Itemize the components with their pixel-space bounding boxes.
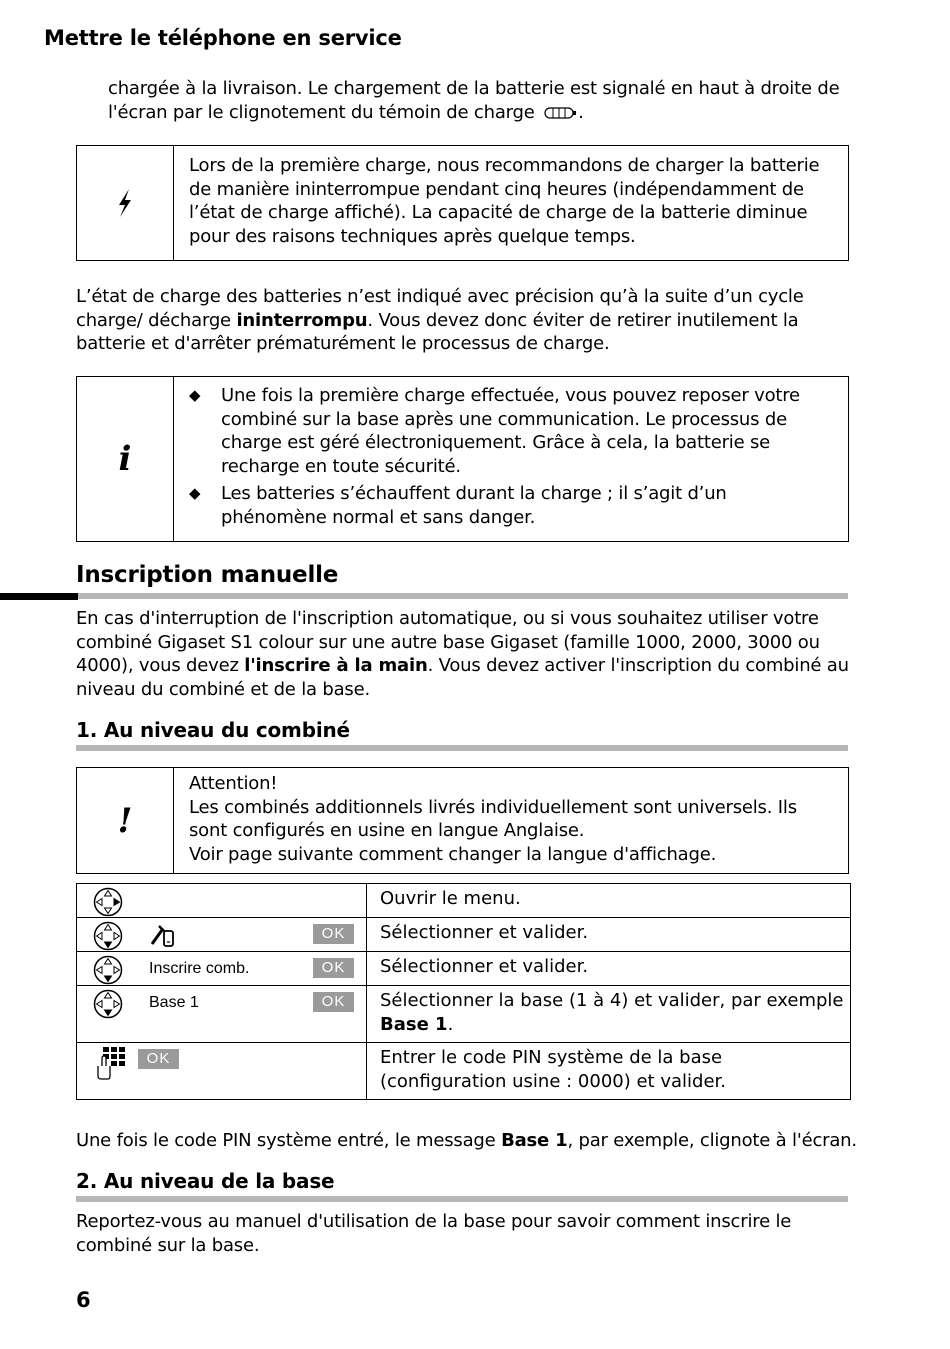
ok-key: OK xyxy=(138,1049,179,1069)
section-paragraph: En cas d'interruption de l'inscription automatique, ou si vous souhaitez utiliser votre combiné Gigaset S1 colour sur une autre base Gigaset (famille 1000, 2000, 3000 ou 4000), vous devez l'inscrire à la main. Vous devez activer l'inscription du combiné au niveau du combiné et de la base. xyxy=(76,608,849,700)
attention-text: Attention! Les combinés additionnels livrés individuellement sont universels. Ils sont configurés en usine en langue Anglaise. Voir page suivante comment changer la langue d'affichage. xyxy=(189,773,797,865)
charge-state-paragraph: L’état de charge des batteries n’est indiqué avec précision qu’à la suite d’un cycle charge/ décharge ininterrompu. Vous devez donc éviter de retirer inutilement la batterie et d'arrêter prématurément le processus de charge. xyxy=(76,286,804,354)
ok-key: OK xyxy=(313,992,354,1012)
navigation-key-icon xyxy=(93,989,123,1019)
table-row xyxy=(77,1043,851,1100)
battery-charge-icon xyxy=(544,106,578,120)
subsection-title-base: 2. Au niveau de la base xyxy=(76,1169,335,1193)
attention-box xyxy=(76,767,849,874)
section-title: Inscription manuelle xyxy=(76,562,339,588)
flash-icon xyxy=(115,188,135,218)
settings-handset-icon xyxy=(149,922,177,948)
navigation-key-icon xyxy=(93,921,123,951)
bullet-icon: ◆ xyxy=(189,386,201,404)
info-icon: i xyxy=(118,439,132,479)
warning-icon: ! xyxy=(117,800,133,841)
step-text: Sélectionner la base (1 à 4) et valider, par exemple Base 1. xyxy=(367,986,851,1043)
intro-paragraph xyxy=(108,77,868,124)
ok-key: OK xyxy=(313,958,354,978)
info-item: ◆ Une fois la première charge effectuée, vous pouvez reposer votre combiné sur la base après une communication. Le processus de charge est géré électroniquement. Grâce à cela, la batterie se recharge en toute sécurité. xyxy=(189,385,800,477)
subsection-rule xyxy=(76,1196,848,1202)
base-paragraph: Reportez-vous au manuel d'utilisation de la base pour savoir comment inscrire le combiné sur la base. xyxy=(76,1211,792,1256)
charge-note-text: Lors de la première charge, nous recommandons de charger la batterie de manière ininterrompue pendant cinq heures (indépendamment de l’état de charge affiché). La capacité de charge de la batterie diminue pour des raisons techniques après quelque temps. xyxy=(189,155,820,247)
navigation-key-icon xyxy=(93,955,123,985)
ok-key: OK xyxy=(313,924,354,944)
table-row xyxy=(77,918,851,952)
step-text: Sélectionner et valider. xyxy=(367,918,851,952)
table-row xyxy=(77,986,851,1043)
info-box xyxy=(76,376,849,542)
pin-message-paragraph: Une fois le code PIN système entré, le message Base 1, par exemple, clignote à l'écran. xyxy=(76,1130,857,1151)
section-rule xyxy=(78,593,848,599)
display-text: Inscrire comb. xyxy=(149,960,250,977)
subsection-rule xyxy=(76,745,848,751)
section-rule-marker xyxy=(0,593,78,600)
table-row xyxy=(77,952,851,986)
intro-line-2: l'écran par le clignotement du témoin de charge . xyxy=(108,101,584,123)
step-text: Entrer le code PIN système de la base (configuration usine : 0000) et valider. xyxy=(367,1043,851,1100)
page-number: 6 xyxy=(76,1288,91,1312)
bullet-icon: ◆ xyxy=(189,484,201,502)
info-list xyxy=(189,384,834,529)
display-text: Base 1 xyxy=(149,994,199,1011)
navigation-key-icon xyxy=(93,887,123,917)
step-text: Sélectionner et valider. xyxy=(367,952,851,986)
subsection-title-handset: 1. Au niveau du combiné xyxy=(76,718,350,742)
info-item: ◆ Les batteries s’échauffent durant la charge ; il s’agit d’un phénomène normal et sans danger. xyxy=(189,483,727,528)
registration-steps-table xyxy=(76,883,851,1100)
charge-note-box xyxy=(76,145,849,261)
step-text: Ouvrir le menu. xyxy=(367,884,851,918)
page-header-title: Mettre le téléphone en service xyxy=(44,26,402,50)
table-row xyxy=(77,884,851,918)
intro-line-1: chargée à la livraison. Le chargement de la batterie est signalé en haut à droite de xyxy=(108,78,840,99)
keypad-icon xyxy=(95,1046,127,1080)
